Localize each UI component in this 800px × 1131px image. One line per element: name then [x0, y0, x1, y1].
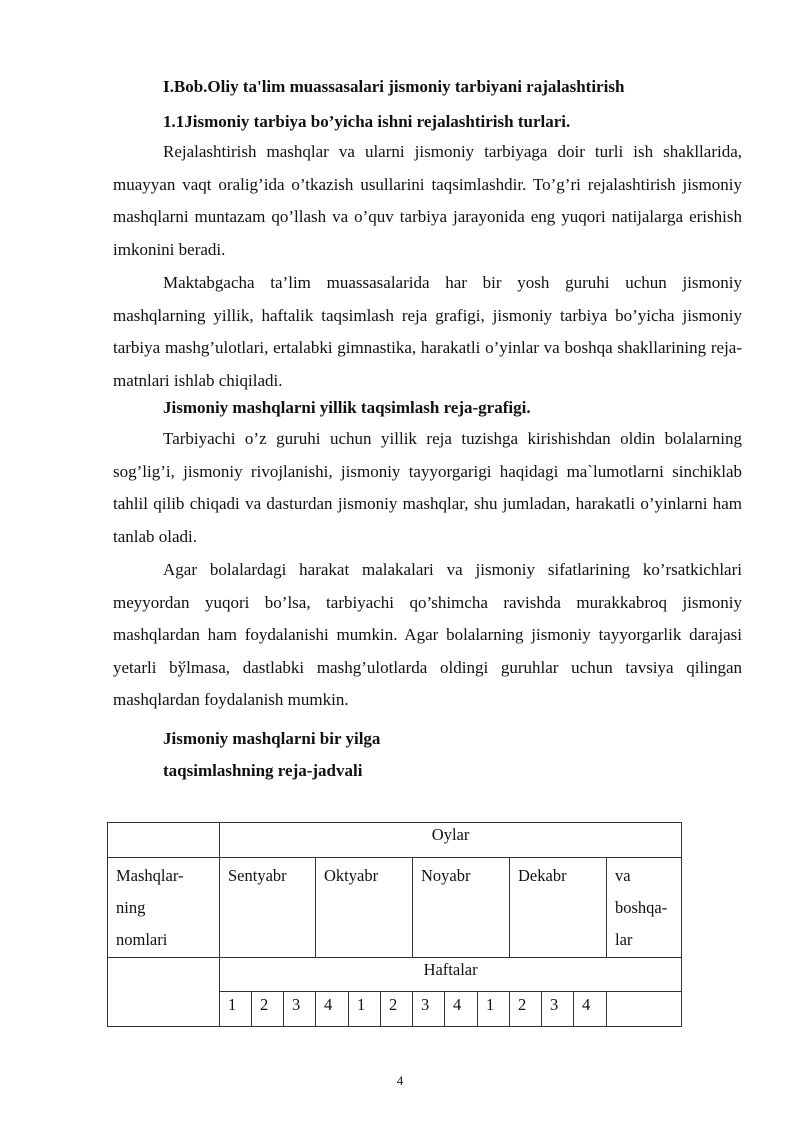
week-cell: 4: [574, 992, 607, 1027]
table-row: [108, 958, 682, 992]
month-october: Oktyabr: [316, 858, 413, 958]
months-header: Oylar: [220, 823, 682, 858]
week-cell: 2: [252, 992, 284, 1027]
month-december: Dekabr: [510, 858, 607, 958]
week-cell: 3: [542, 992, 574, 1027]
row-label-line: nomlari: [116, 930, 168, 949]
week-cell: 4: [316, 992, 349, 1027]
row-label-line: ning: [116, 898, 146, 917]
others-label-line: va: [615, 866, 631, 885]
week-cell: 2: [381, 992, 413, 1027]
row-label-line: Mashqlar-: [116, 866, 184, 885]
paragraph-4: Agar bolalardagi harakat malakalari va jismoniy sifatlarining ko’rsatkichlari meyyordan yuqori bo’lsa, tarbiyachi qo’shimcha ravishda murakkabroq jismoniy mashqlardan ham foydalanishi mumkin. Agar bolalarning jismoniy tayyorgarlik darajasi yetarli bўlmasa, dastlabki mashg’ulotlarda oldingi guruhlar uchun tavsiya qilingan mashqlardan foydalanish mumkin.: [113, 560, 742, 709]
week-cell: 1: [349, 992, 381, 1027]
paragraph-1: Rejalashtirish mashqlar va ularni jismoniy tarbiyaga doir turli ish shakllarida, muayyan vaqt oralig’ida o’tkazish usullarini taqsimlashdir. To’g’ri rejalashtirish jismoniy mashqlarni muntazam qo’llash va o’quv tarbiya jarayonida eng yuqori natijalarga erishish imkonini beradi.: [113, 142, 742, 259]
others-label-line: lar: [615, 930, 633, 949]
table-row: [108, 823, 682, 858]
annual-plan-table: [107, 822, 682, 1027]
chapter-heading: I.Bob.Oliy ta'lim muassasalari jismoniy tarbiyani rajalashtirish: [163, 77, 625, 96]
table-row: [108, 858, 682, 958]
week-cell: 4: [445, 992, 478, 1027]
month-september: Sentyabr: [220, 858, 316, 958]
others-label-line: boshqa-: [615, 898, 668, 917]
table-title-line-2: taqsimlashning reja-jadvali: [163, 761, 363, 780]
section-heading: 1.1Jismoniy tarbiya bo’yicha ishni rejalashtirish turlari.: [163, 112, 571, 131]
paragraph-3: Tarbiyachi o’z guruhi uchun yillik reja tuzishga kirishishdan oldin bolalarning sog’lig’i, jismoniy rivojlanishi, jismoniy tayyorgarigi haqidagi ma`lumotlarni sinchiklab tahlil qilib chiqadi va dasturdan jismoniy mashqlar, shu jumladan, harakatli o’yinlarni ham tanlab oladi.: [113, 429, 742, 546]
week-cell: 3: [284, 992, 316, 1027]
subheading-annual-plan: Jismoniy mashqlarni yillik taqsimlash reja-grafigi.: [163, 398, 531, 417]
table-cell-empty: [108, 823, 220, 858]
week-cell: 2: [510, 992, 542, 1027]
week-cell: 3: [413, 992, 445, 1027]
week-cell: 1: [478, 992, 510, 1027]
table-cell-empty: [108, 958, 220, 1027]
table-title-line-1: Jismoniy mashqlarni bir yilga: [163, 729, 381, 748]
week-cell-empty: [607, 992, 682, 1027]
month-november: Noyabr: [413, 858, 510, 958]
exercise-names-header: [108, 858, 220, 958]
month-others: [607, 858, 682, 958]
week-cell: 1: [220, 992, 252, 1027]
paragraph-2: Maktabgacha ta’lim muassasalarida har bir yosh guruhi uchun jismoniy mashqlarning yillik, haftalik taqsimlash reja grafigi, jismoniy tarbiya bo’yicha jismoniy tarbiya mashg’ulotlari, ertalabki gimnastika, harakatli o’yinlar va boshqa shakllarining reja-matnlari ishlab chiqiladi.: [113, 273, 742, 390]
page-number: 4: [396, 1073, 404, 1088]
weeks-header: Haftalar: [220, 958, 682, 992]
